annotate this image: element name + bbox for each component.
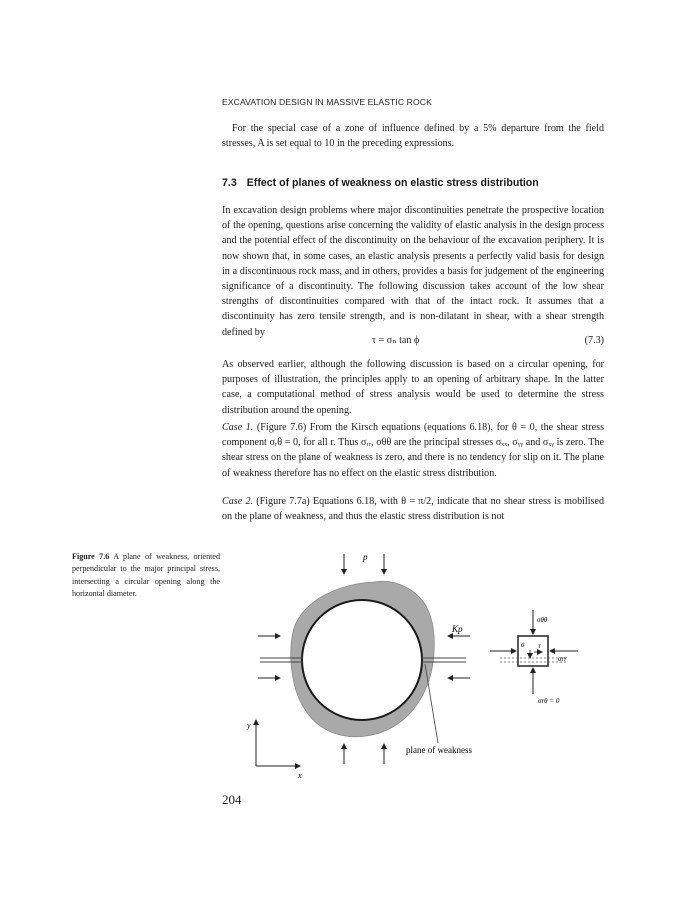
- section-title: Effect of planes of weakness on elastic stress distribution: [246, 177, 539, 189]
- running-header: EXCAVATION DESIGN IN MASSIVE ELASTIC ROCK: [222, 97, 432, 107]
- case-2-label: Case 2.: [222, 496, 254, 507]
- right-load-arrows: [448, 636, 470, 678]
- page-number: 204: [222, 792, 242, 807]
- label-y: y: [247, 721, 251, 730]
- equation-expression: τ = σₙ tan ϕ: [372, 335, 420, 346]
- label-p: p: [363, 552, 368, 562]
- section-number: 7.3: [222, 177, 237, 189]
- plane-of-weakness-leader: [425, 664, 438, 743]
- intro-paragraph: For the special case of a zone of influence defined by a 5% departure from the field stresses, A is set equal to 10 in the preceding expressions.: [222, 123, 604, 150]
- figure-caption-label: Figure 7.6: [72, 552, 110, 561]
- label-sigma-rr: σrr: [558, 655, 567, 663]
- case-1-label: Case 1.: [222, 422, 254, 433]
- paragraph-1: In excavation design problems where major discontinuities penetrate the prospective location of the opening, questions arise concerning the validity of elastic analysis in the design process and the potential effect of the discontinuity on the behaviour of the excavation periphery. It is now shown that, in some cases, an elastic analysis presents a perfectly valid basis for design in a discontinuous rock mass, and in others, provides a basis for judgement of the engineering significance of a discontinuity. The following discussion takes account of the low shear strengths of discontinuities compared with that of the intact rock. It assumes that a discontinuity has zero tensile strength, and is non-dilatant in shear, with a shear strength defined by: [222, 205, 604, 338]
- equation-number: (7.3): [584, 335, 604, 346]
- stress-element: [490, 610, 578, 694]
- label-sigma: σ: [521, 641, 525, 649]
- label-kp: Kp: [452, 624, 463, 634]
- coordinate-axes: [256, 720, 300, 766]
- case-2-paragraph: [222, 494, 604, 524]
- figure-caption: [72, 551, 220, 600]
- case-2-text: (Figure 7.7a) Equations 6.18, with θ = π/2, indicate that no shear stress is mobilised on the plane of weakness, and thus the elastic stress distribution is not: [222, 496, 604, 523]
- circular-opening: [302, 600, 422, 720]
- case-1-paragraph: [222, 420, 604, 481]
- label-sigma-thth: σθθ: [537, 616, 548, 624]
- bottom-load-arrows: [344, 744, 384, 764]
- label-x: x: [298, 771, 302, 780]
- left-load-arrows: [258, 636, 280, 678]
- section-heading: [222, 177, 539, 189]
- figure-7-6: [238, 548, 584, 793]
- label-sigma-rth: σrθ = 0: [538, 697, 560, 705]
- case-1-text: (Figure 7.6) From the Kirsch equations (equations 6.18), for θ = 0, the shear stress component σᵣθ = 0, for all r. Thus σᵣᵣ, σθθ are the principal stresses σₓₓ, σᵧᵧ and σₓᵧ is zero. The shear stress on the plane of weakness is zero, and there is no tendency for slip on it. The plane of weakness therefore has no effect on the elastic stress distribution.: [222, 422, 604, 479]
- label-plane-of-weakness: plane of weakness: [406, 745, 472, 755]
- figure-caption-text: A plane of weakness, oriented perpendicular to the major principal stress, intersecting a circular opening along the horizontal diameter.: [72, 552, 221, 598]
- equation-7-3: [222, 335, 604, 351]
- label-tau: τ: [538, 642, 541, 650]
- paragraph-2: As observed earlier, although the following discussion is based on a circular opening, for purposes of illustration, the principles apply to an opening of arbitrary shape. In the latter case, a computational method of stress analysis would be used to determine the stress distribution around the opening.: [222, 359, 604, 416]
